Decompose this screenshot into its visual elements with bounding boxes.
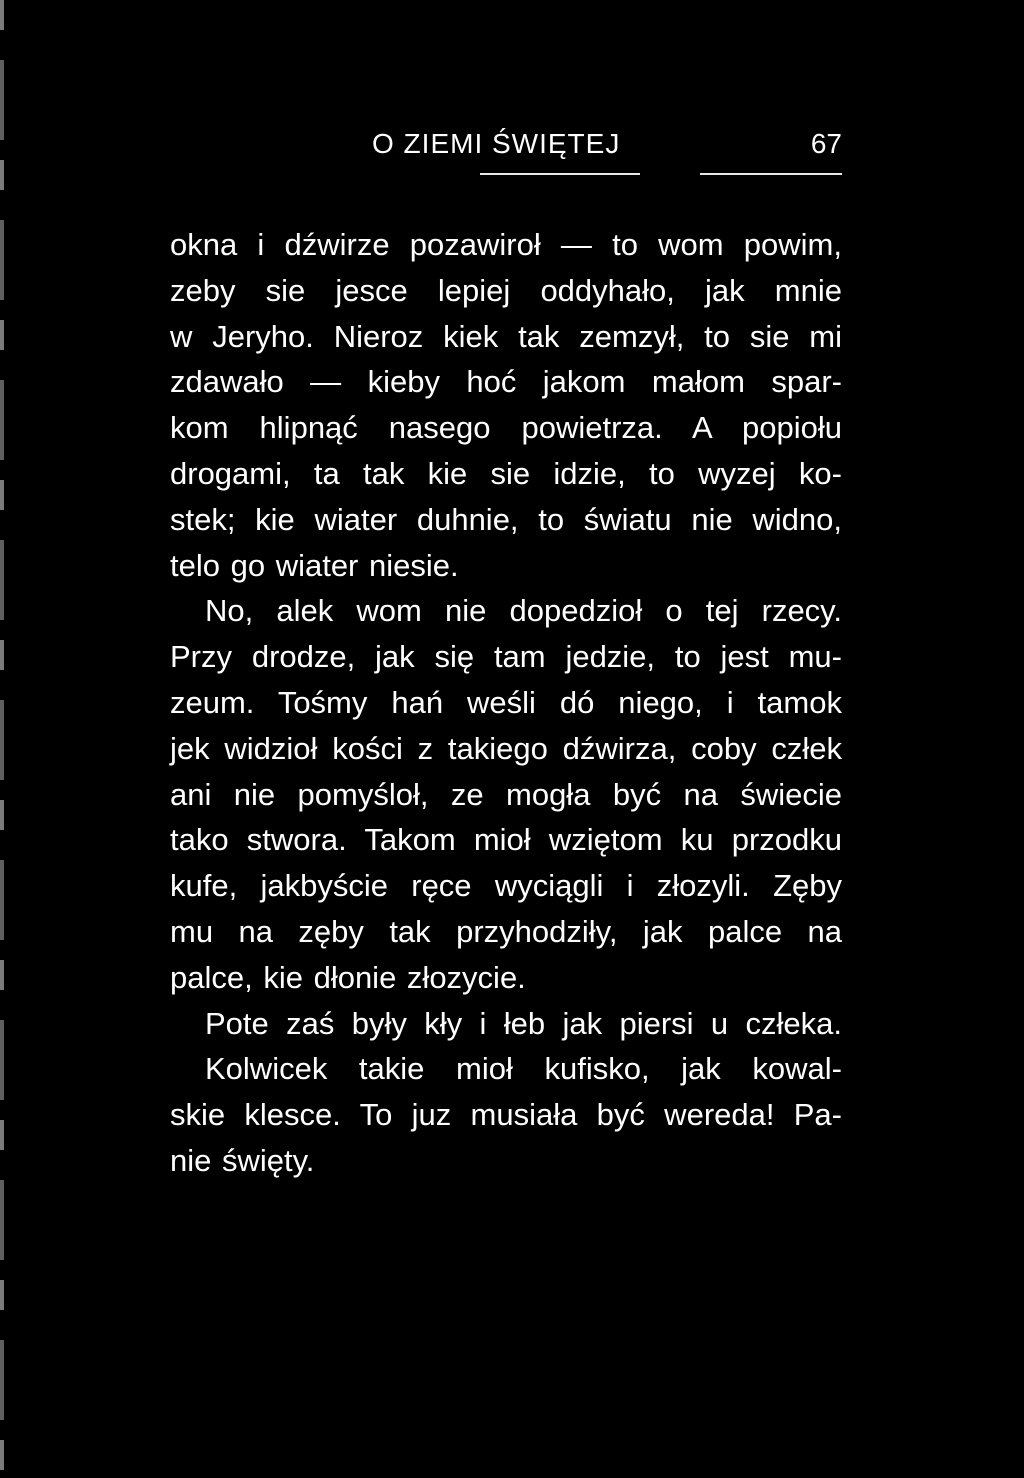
text-line: mu na zęby tak przyhodziły, jak palce na bbox=[170, 913, 842, 949]
text-line: w Jeryho. Nieroz kiek tak zemzył, to sie mi bbox=[170, 318, 842, 354]
text-line: zeum. Tośmy hań weśli dó niego, i tamok bbox=[170, 684, 842, 720]
text-line: tako stwora. Takom mioł wziętom ku przodku bbox=[170, 822, 842, 858]
text-line: stek; kie wiater duhnie, to światu nie widno, bbox=[170, 501, 842, 537]
text-line: skie klesce. To juz musiała być wereda! Pa- bbox=[170, 1097, 842, 1133]
text-line: Przy drodze, jak się tam jedzie, to jest mu- bbox=[170, 639, 842, 675]
text-line: okna i dźwirze pozawiroł — to wom powim, bbox=[170, 227, 842, 262]
text-line: telo go wiater niesie. bbox=[170, 547, 459, 583]
text-line: kufe, jakbyście ręce wyciągli i złozyli. Zęby bbox=[170, 868, 842, 904]
text-line: drogami, ta tak kie sie idzie, to wyzej ko- bbox=[170, 455, 842, 491]
text-line: Kolwicek takie mioł kufisko, jak kowal- bbox=[205, 1051, 842, 1087]
running-title: O ZIEMI ŚWIĘTEJ bbox=[372, 128, 621, 159]
page-edge-shadow bbox=[0, 0, 4, 1478]
text-line: No, alek wom nie dopedzioł o tej rzecy. bbox=[205, 593, 842, 629]
text-line: jek widzioł kości z takiego dźwirza, coby człek bbox=[170, 730, 842, 766]
text-line: nie święty. bbox=[170, 1142, 315, 1178]
body-text bbox=[170, 222, 842, 1184]
text-line: zeby sie jesce lepiej oddyhało, jak mnie bbox=[170, 272, 842, 308]
text-line: zdawało — kieby hoć jakom małom spar- bbox=[170, 364, 842, 400]
text-line: palce, kie dłonie złozycie. bbox=[170, 959, 526, 995]
text-line: kom hlipnąć nasego powietrza. A popiołu bbox=[170, 410, 842, 446]
page-number: 67 bbox=[810, 128, 842, 159]
text-line: ani nie pomyśloł, ze mogła być na świecie bbox=[170, 776, 842, 812]
page-header bbox=[170, 128, 842, 168]
header-rule-right bbox=[700, 173, 842, 175]
text-line: Pote zaś były kły i łeb jak piersi u człeka. bbox=[205, 1005, 842, 1041]
header-rule-left bbox=[480, 173, 640, 175]
